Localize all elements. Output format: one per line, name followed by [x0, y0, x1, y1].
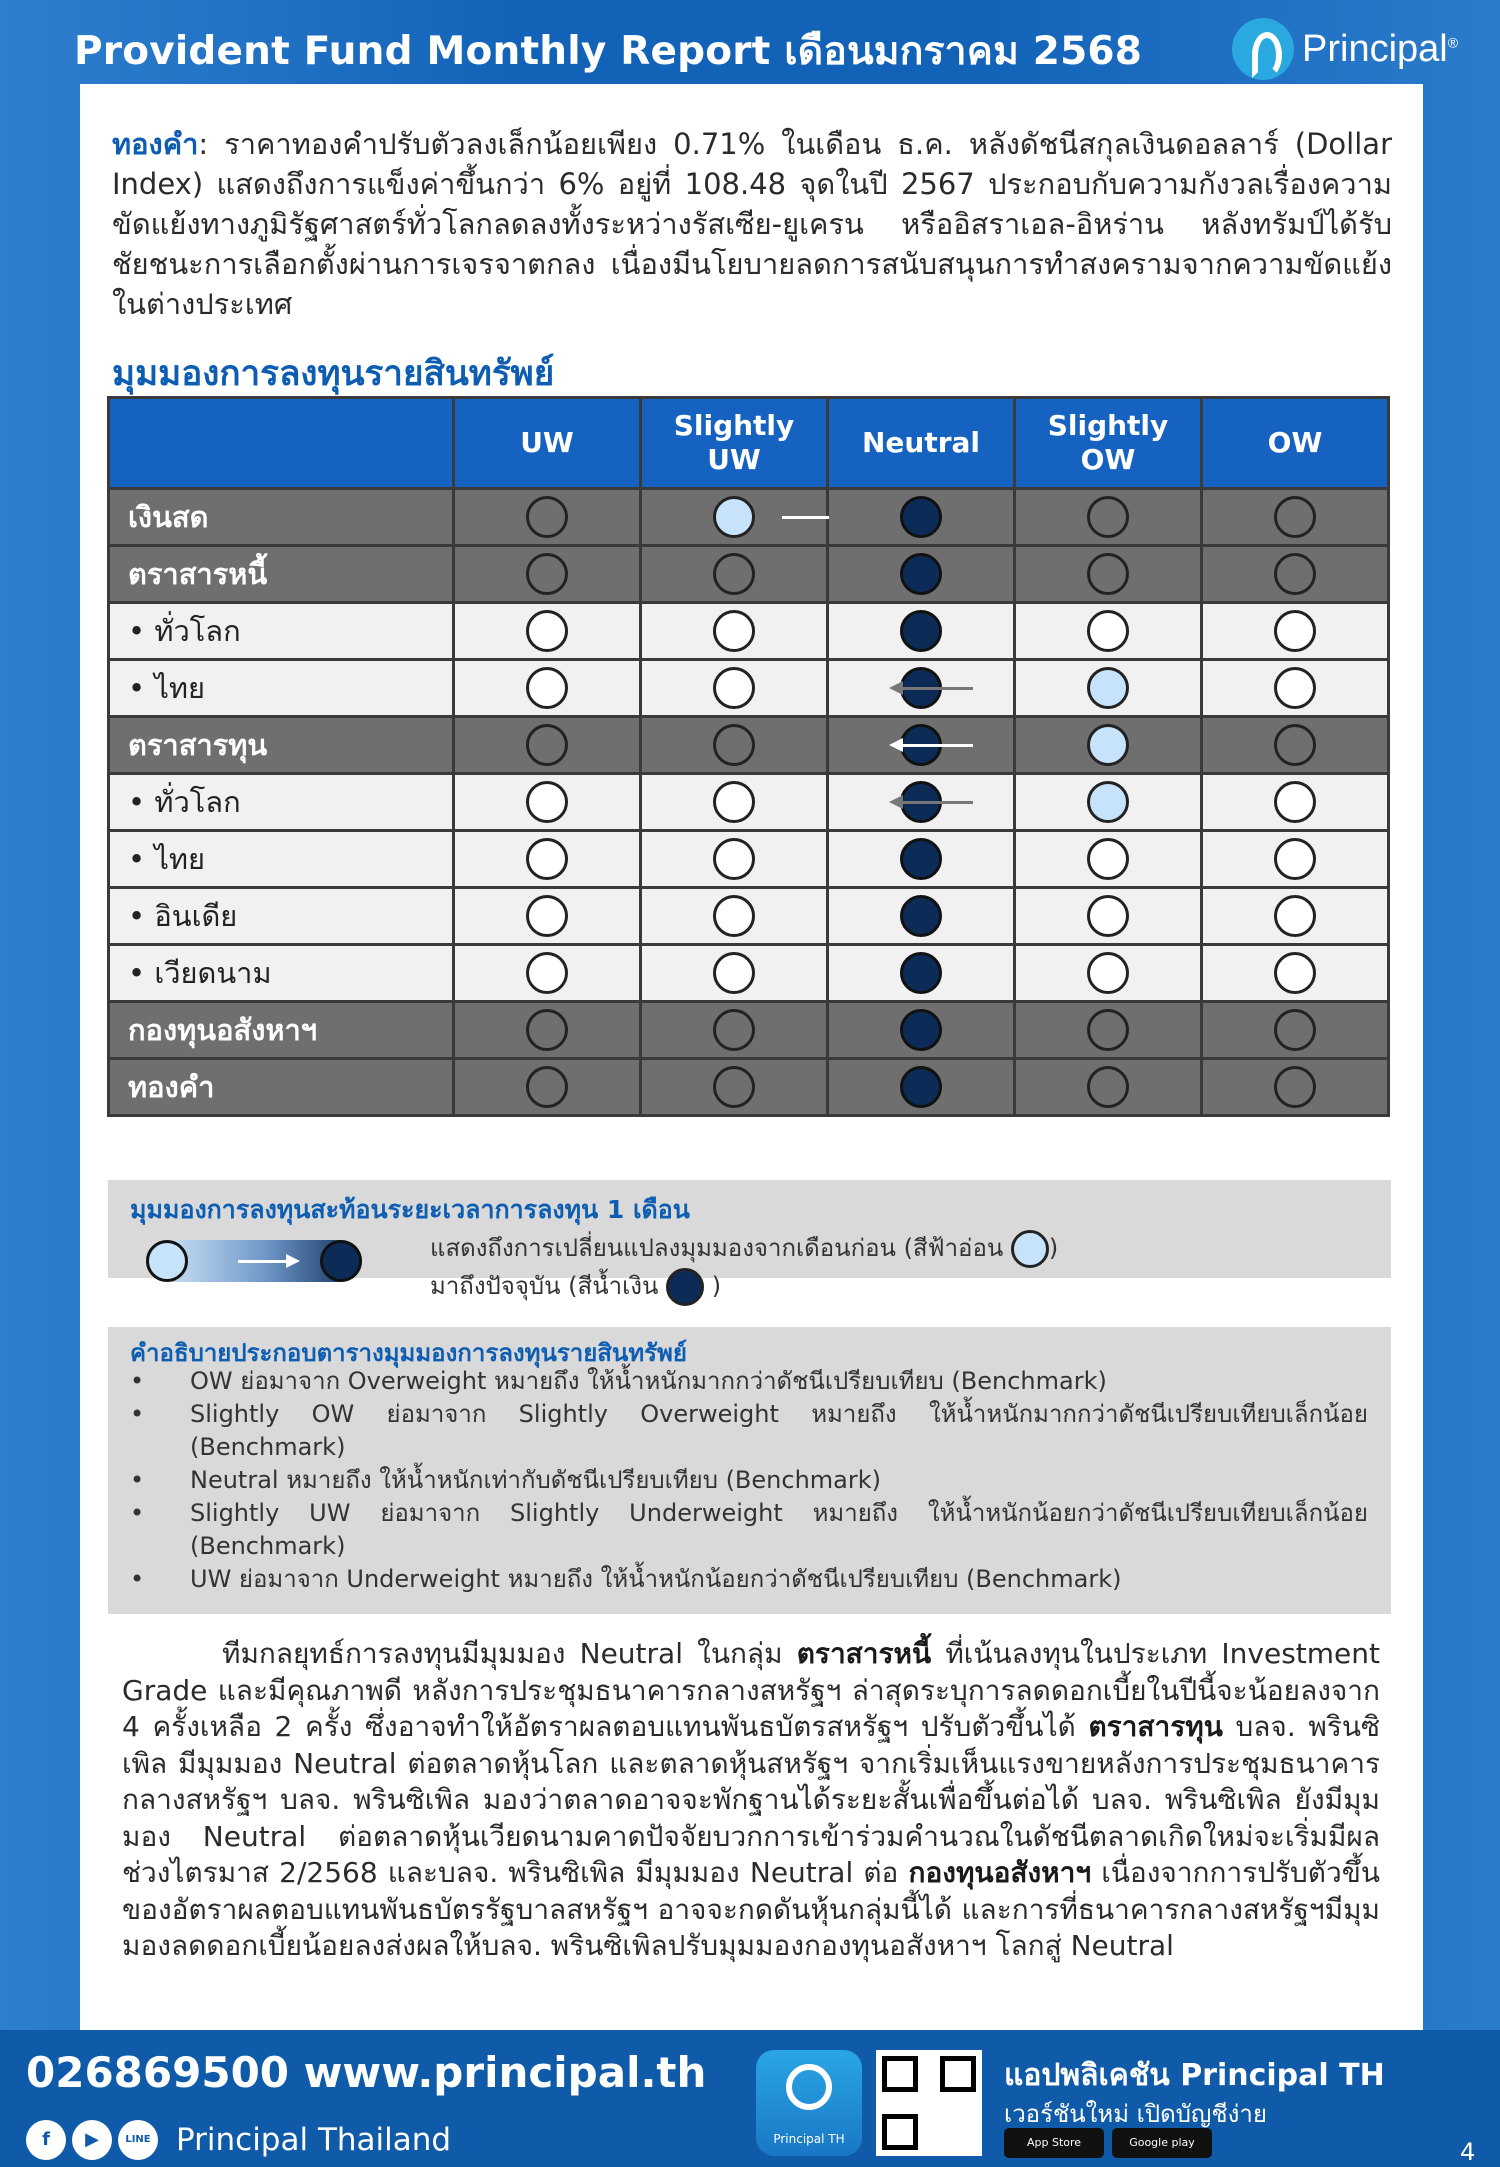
cell-slightly-uw	[641, 603, 828, 660]
table-row	[109, 888, 1389, 945]
empty-dot	[713, 895, 755, 937]
empty-dot	[526, 1066, 568, 1108]
footer-brand: Principal Thailand	[176, 2122, 452, 2158]
empty-dot	[713, 553, 755, 595]
line-icon[interactable]: LINE	[118, 2120, 158, 2160]
cell-ow	[1202, 660, 1389, 717]
empty-dot	[1087, 553, 1129, 595]
cell-uw	[454, 774, 641, 831]
cell-slightly-uw	[641, 774, 828, 831]
column-header-ow: OW	[1202, 398, 1389, 489]
current-view-dot	[900, 496, 942, 538]
empty-dot	[713, 1066, 755, 1108]
definition-item: • OW ย่อมาจาก Overweight หมายถึง ให้น้ำหนักมากกว่าดัชนีเปรียบเทียบ (Benchmark)	[126, 1365, 1368, 1398]
arrow-left-icon	[901, 744, 973, 747]
row-label: • อินเดีย	[109, 888, 454, 945]
cell-uw	[454, 489, 641, 546]
empty-dot	[713, 838, 755, 880]
empty-dot	[526, 553, 568, 595]
empty-dot	[526, 781, 568, 823]
current-view-dot	[900, 610, 942, 652]
current-view-dot	[900, 553, 942, 595]
table-row	[109, 774, 1389, 831]
section-title: มุมมองการลงทุนรายสินทรัพย์	[112, 354, 555, 394]
cell-uw	[454, 1002, 641, 1059]
previous-view-dot	[1087, 781, 1129, 823]
current-view-dot	[900, 1009, 942, 1051]
empty-dot	[526, 895, 568, 937]
empty-dot	[1087, 496, 1129, 538]
empty-dot	[1274, 610, 1316, 652]
table-header-row	[109, 398, 1389, 489]
cell-slightly-uw	[641, 831, 828, 888]
cell-neutral	[828, 1002, 1015, 1059]
app-icon-caption: Principal TH	[773, 2132, 845, 2146]
app-promo-subtitle: เวอร์ชันใหม่ เปิดบัญชีง่าย	[1004, 2100, 1267, 2128]
cell-ow	[1202, 945, 1389, 1002]
cell-ow	[1202, 546, 1389, 603]
principal-logo-icon	[1232, 18, 1294, 80]
empty-dot	[1274, 952, 1316, 994]
cell-slightly-ow	[1015, 660, 1202, 717]
google-play-badge[interactable]: Google play	[1112, 2128, 1212, 2158]
row-label: ตราสารทุน	[109, 717, 454, 774]
cell-neutral	[828, 1059, 1015, 1116]
row-label: • เวียดนาม	[109, 945, 454, 1002]
cell-slightly-ow	[1015, 1002, 1202, 1059]
cell-slightly-ow	[1015, 546, 1202, 603]
legend-box	[108, 1180, 1391, 1300]
empty-dot	[1087, 895, 1129, 937]
cell-neutral	[828, 603, 1015, 660]
empty-dot	[713, 781, 755, 823]
bold-fixed-income: ตราสารหนี้	[796, 1637, 932, 1670]
current-view-dot	[900, 838, 942, 880]
row-label: • ทั่วโลก	[109, 603, 454, 660]
table-row	[109, 945, 1389, 1002]
report-page	[80, 84, 1423, 2030]
empty-dot	[1087, 1009, 1129, 1051]
empty-dot	[1087, 610, 1129, 652]
empty-dot	[1274, 1066, 1316, 1108]
cell-slightly-ow	[1015, 945, 1202, 1002]
empty-dot	[1274, 724, 1316, 766]
cell-ow	[1202, 1002, 1389, 1059]
empty-dot	[1087, 952, 1129, 994]
empty-dot	[1087, 1066, 1129, 1108]
empty-dot	[1274, 781, 1316, 823]
cell-slightly-uw	[641, 945, 828, 1002]
table-row	[109, 546, 1389, 603]
table-row	[109, 1002, 1389, 1059]
cell-slightly-uw	[641, 888, 828, 945]
previous-view-dot	[1087, 724, 1129, 766]
empty-dot	[526, 1009, 568, 1051]
facebook-icon[interactable]: f	[26, 2120, 66, 2160]
cell-slightly-uw	[641, 660, 828, 717]
empty-dot	[1274, 553, 1316, 595]
current-view-dot	[900, 952, 942, 994]
bold-equity: ตราสารทุน	[1088, 1710, 1223, 1743]
app-store-badge[interactable]: App Store	[1004, 2128, 1104, 2158]
cell-slightly-ow	[1015, 1059, 1202, 1116]
table-row	[109, 831, 1389, 888]
page-number: 4	[1460, 2138, 1476, 2166]
logo-text: Principal®	[1302, 27, 1459, 70]
definitions-box	[108, 1327, 1391, 1614]
table-row	[109, 717, 1389, 774]
cell-slightly-ow	[1015, 717, 1202, 774]
column-header-neutral: Neutral	[828, 398, 1015, 489]
intro-text: : ราคาทองคำปรับตัวลงเล็กน้อยเพียง 0.71% ในเดือน ธ.ค. หลังดัชนีสกุลเงินดอลลาร์ (Dollar Index) แสดงถึงการแข็งค่าขึ้นกว่า 6% อยู่ที่ 108.48 จุดในปี 2567 ประกอบกับความกังวลเรื่องความขัดแย้งทางภูมิรัฐศาสตร์ทั่วโลกลดลงทั้งระหว่างรัสเซีย-ยูเครน หรืออิสราเอล-อิหร่าน หลังทรัมป์ได้รับชัยชนะการเลือกตั้งผ่านการเจรจาตกลง เนื่องมีนโยบายลดการสนับสนุนการทำสงครามจากความขัดแย้งในต่างประเทศ	[112, 127, 1392, 321]
previous-view-dot	[1087, 667, 1129, 709]
cell-neutral	[828, 888, 1015, 945]
empty-dot	[713, 1009, 755, 1051]
row-label: • ไทย	[109, 831, 454, 888]
cell-neutral	[828, 489, 1015, 546]
youtube-icon[interactable]: ▶	[72, 2120, 112, 2160]
app-icon[interactable]	[756, 2050, 862, 2156]
cell-slightly-ow	[1015, 774, 1202, 831]
dark-blue-dot-icon	[666, 1268, 704, 1306]
empty-dot	[526, 496, 568, 538]
report-title: Provident Fund Monthly Report เดือนมกราคม 2568	[74, 29, 1143, 74]
cell-ow	[1202, 831, 1389, 888]
empty-dot	[1087, 838, 1129, 880]
qr-code-icon[interactable]	[876, 2050, 982, 2156]
row-label: เงินสด	[109, 489, 454, 546]
bold-reit: กองทุนอสังหาฯ	[908, 1856, 1092, 1889]
asset-view-table	[107, 396, 1390, 1117]
gold-intro-paragraph	[112, 124, 1392, 324]
definition-item: • Slightly OW ย่อมาจาก Slightly Overweight หมายถึง ให้น้ำหนักมากกว่าดัชนีเปรียบเทียบเล็กน้อย (Benchmark)	[126, 1398, 1368, 1464]
cell-uw	[454, 546, 641, 603]
legend-title: มุมมองการลงทุนสะท้อนระยะเวลาการลงทุน 1 เดือน	[130, 1195, 690, 1224]
legend-text: แสดงถึงการเปลี่ยนแปลงมุมมองจากเดือนก่อน (สีฟ้าอ่อน ) มาถึงปัจจุบัน (สีน้ำเงิน )	[430, 1230, 1190, 1306]
cell-neutral	[828, 831, 1015, 888]
cell-slightly-uw	[641, 489, 828, 546]
cell-uw	[454, 1059, 641, 1116]
cell-ow	[1202, 1059, 1389, 1116]
cell-slightly-ow	[1015, 603, 1202, 660]
legend-transition-graphic	[146, 1240, 362, 1282]
cell-slightly-uw	[641, 546, 828, 603]
cell-uw	[454, 603, 641, 660]
cell-slightly-uw	[641, 1059, 828, 1116]
empty-dot	[526, 838, 568, 880]
row-label: กองทุนอสังหาฯ	[109, 1002, 454, 1059]
table-row	[109, 1059, 1389, 1116]
app-promo-title: แอปพลิเคชัน Principal TH	[1004, 2058, 1385, 2093]
empty-dot	[526, 667, 568, 709]
cell-ow	[1202, 774, 1389, 831]
legend-current-dot	[320, 1240, 362, 1282]
footer	[0, 2030, 1500, 2167]
empty-dot	[526, 952, 568, 994]
cell-slightly-uw	[641, 1002, 828, 1059]
cell-neutral	[828, 945, 1015, 1002]
empty-dot	[1274, 667, 1316, 709]
column-header-uw: UW	[454, 398, 641, 489]
row-label: ทองคำ	[109, 1059, 454, 1116]
definition-item: • Slightly UW ย่อมาจาก Slightly Underweight หมายถึง ให้น้ำหนักน้อยกว่าดัชนีเปรียบเทียบเล็กน้อย (Benchmark)	[126, 1497, 1368, 1563]
light-blue-dot-icon	[1011, 1230, 1049, 1268]
current-view-dot	[900, 1066, 942, 1108]
arrow-left-icon	[901, 801, 973, 804]
column-header-slightly-ow: Slightly OW	[1015, 398, 1202, 489]
cell-slightly-ow	[1015, 888, 1202, 945]
empty-dot	[713, 610, 755, 652]
cell-uw	[454, 660, 641, 717]
empty-dot	[1274, 895, 1316, 937]
table-row	[109, 603, 1389, 660]
cell-ow	[1202, 888, 1389, 945]
definitions-list	[126, 1365, 1368, 1596]
empty-dot	[713, 724, 755, 766]
current-view-dot	[900, 895, 942, 937]
footer-social	[26, 2120, 451, 2160]
table-corner	[109, 398, 454, 489]
empty-dot	[526, 610, 568, 652]
table-row	[109, 489, 1389, 546]
empty-dot	[1274, 1009, 1316, 1051]
cell-ow	[1202, 489, 1389, 546]
empty-dot	[713, 952, 755, 994]
cell-slightly-ow	[1015, 831, 1202, 888]
cell-uw	[454, 888, 641, 945]
row-label: • ไทย	[109, 660, 454, 717]
cell-uw	[454, 945, 641, 1002]
legend-previous-dot	[146, 1240, 188, 1282]
row-label: ตราสารหนี้	[109, 546, 454, 603]
table-row	[109, 660, 1389, 717]
empty-dot	[526, 724, 568, 766]
previous-view-dot	[713, 496, 755, 538]
footer-contact[interactable]: 026869500 www.principal.th	[26, 2048, 707, 2097]
intro-lead: ทองคำ	[112, 127, 199, 161]
column-header-slightly-uw: Slightly UW	[641, 398, 828, 489]
cell-slightly-uw	[641, 717, 828, 774]
arrow-left-icon	[901, 687, 973, 690]
definition-item: • UW ย่อมาจาก Underweight หมายถึง ให้น้ำหนักน้อยกว่าดัชนีเปรียบเทียบ (Benchmark)	[126, 1563, 1368, 1596]
row-label: • ทั่วโลก	[109, 774, 454, 831]
empty-dot	[713, 667, 755, 709]
strategy-paragraph: ทีมกลยุทธ์การลงทุนมีมุมมอง Neutral ในกลุ่ม ตราสารหนี้ ที่เน้นลงทุนในประเภท Investment Grade และมีคุณภาพดี หลังการประชุมธนาคารกลางสหรัฐฯ ล่าสุดระบุการลดดอกเบี้ยในปีนี้จะน้อยลงจาก 4 ครั้งเหลือ 2 ครั้ง ซึ่งอาจทำให้อัตราผลตอบแทนพันธบัตรสหรัฐฯ ปรับตัวขึ้นได้ ตราสารทุน บลจ. พรินซิเพิล มีมุมมอง Neutral ต่อตลาดหุ้นโลก และตลาดหุ้นสหรัฐฯ จากเริ่มเห็นแรงขายหลังการประชุมธนาคารกลางสหรัฐฯ บลจ. พรินซิเพิล มองว่าตลาดอาจจะพักฐานได้ระยะสั้นเพื่อขึ้นต่อได้ บลจ. พรินซิเพิล ยังมีมุมมอง Neutral ต่อตลาดหุ้นเวียดนามคาดปัจจัยบวกการเข้าร่วมคำนวณในดัชนีตลาดเกิดใหม่จะเริ่มมีผลช่วงไตรมาส 2/2568 และบลจ. พรินซิเพิล มีมุมมอง Neutral ต่อ กองทุนอสังหาฯ เนื่องจากการปรับตัวขึ้นของอัตราผลตอบแทนพันธบัตรรัฐบาลสหรัฐฯ อาจจะกดดันหุ้นกลุ่มนี้ได้ และการที่ธนาคารกลางสหรัฐฯมีมุมมองลดดอกเบี้ยน้อยลงส่งผลให้บลจ. พรินซิเพิลปรับมุมมองกองทุนอสังหาฯ โลกสู่ Neutral	[122, 1637, 1380, 1962]
definition-item: • Neutral หมายถึง ให้น้ำหนักเท่ากับดัชนีเปรียบเทียบ (Benchmark)	[126, 1464, 1368, 1497]
cell-uw	[454, 717, 641, 774]
empty-dot	[1274, 838, 1316, 880]
cell-uw	[454, 831, 641, 888]
cell-slightly-ow	[1015, 489, 1202, 546]
arrow-right-icon	[238, 1260, 288, 1263]
empty-dot	[1274, 496, 1316, 538]
cell-ow	[1202, 603, 1389, 660]
cell-ow	[1202, 717, 1389, 774]
cell-neutral	[828, 546, 1015, 603]
principal-app-mark-icon	[786, 2064, 832, 2110]
definitions-title: คำอธิบายประกอบตารางมุมมองการลงทุนรายสินทรัพย์	[130, 1339, 687, 1367]
principal-logo	[1232, 14, 1458, 84]
